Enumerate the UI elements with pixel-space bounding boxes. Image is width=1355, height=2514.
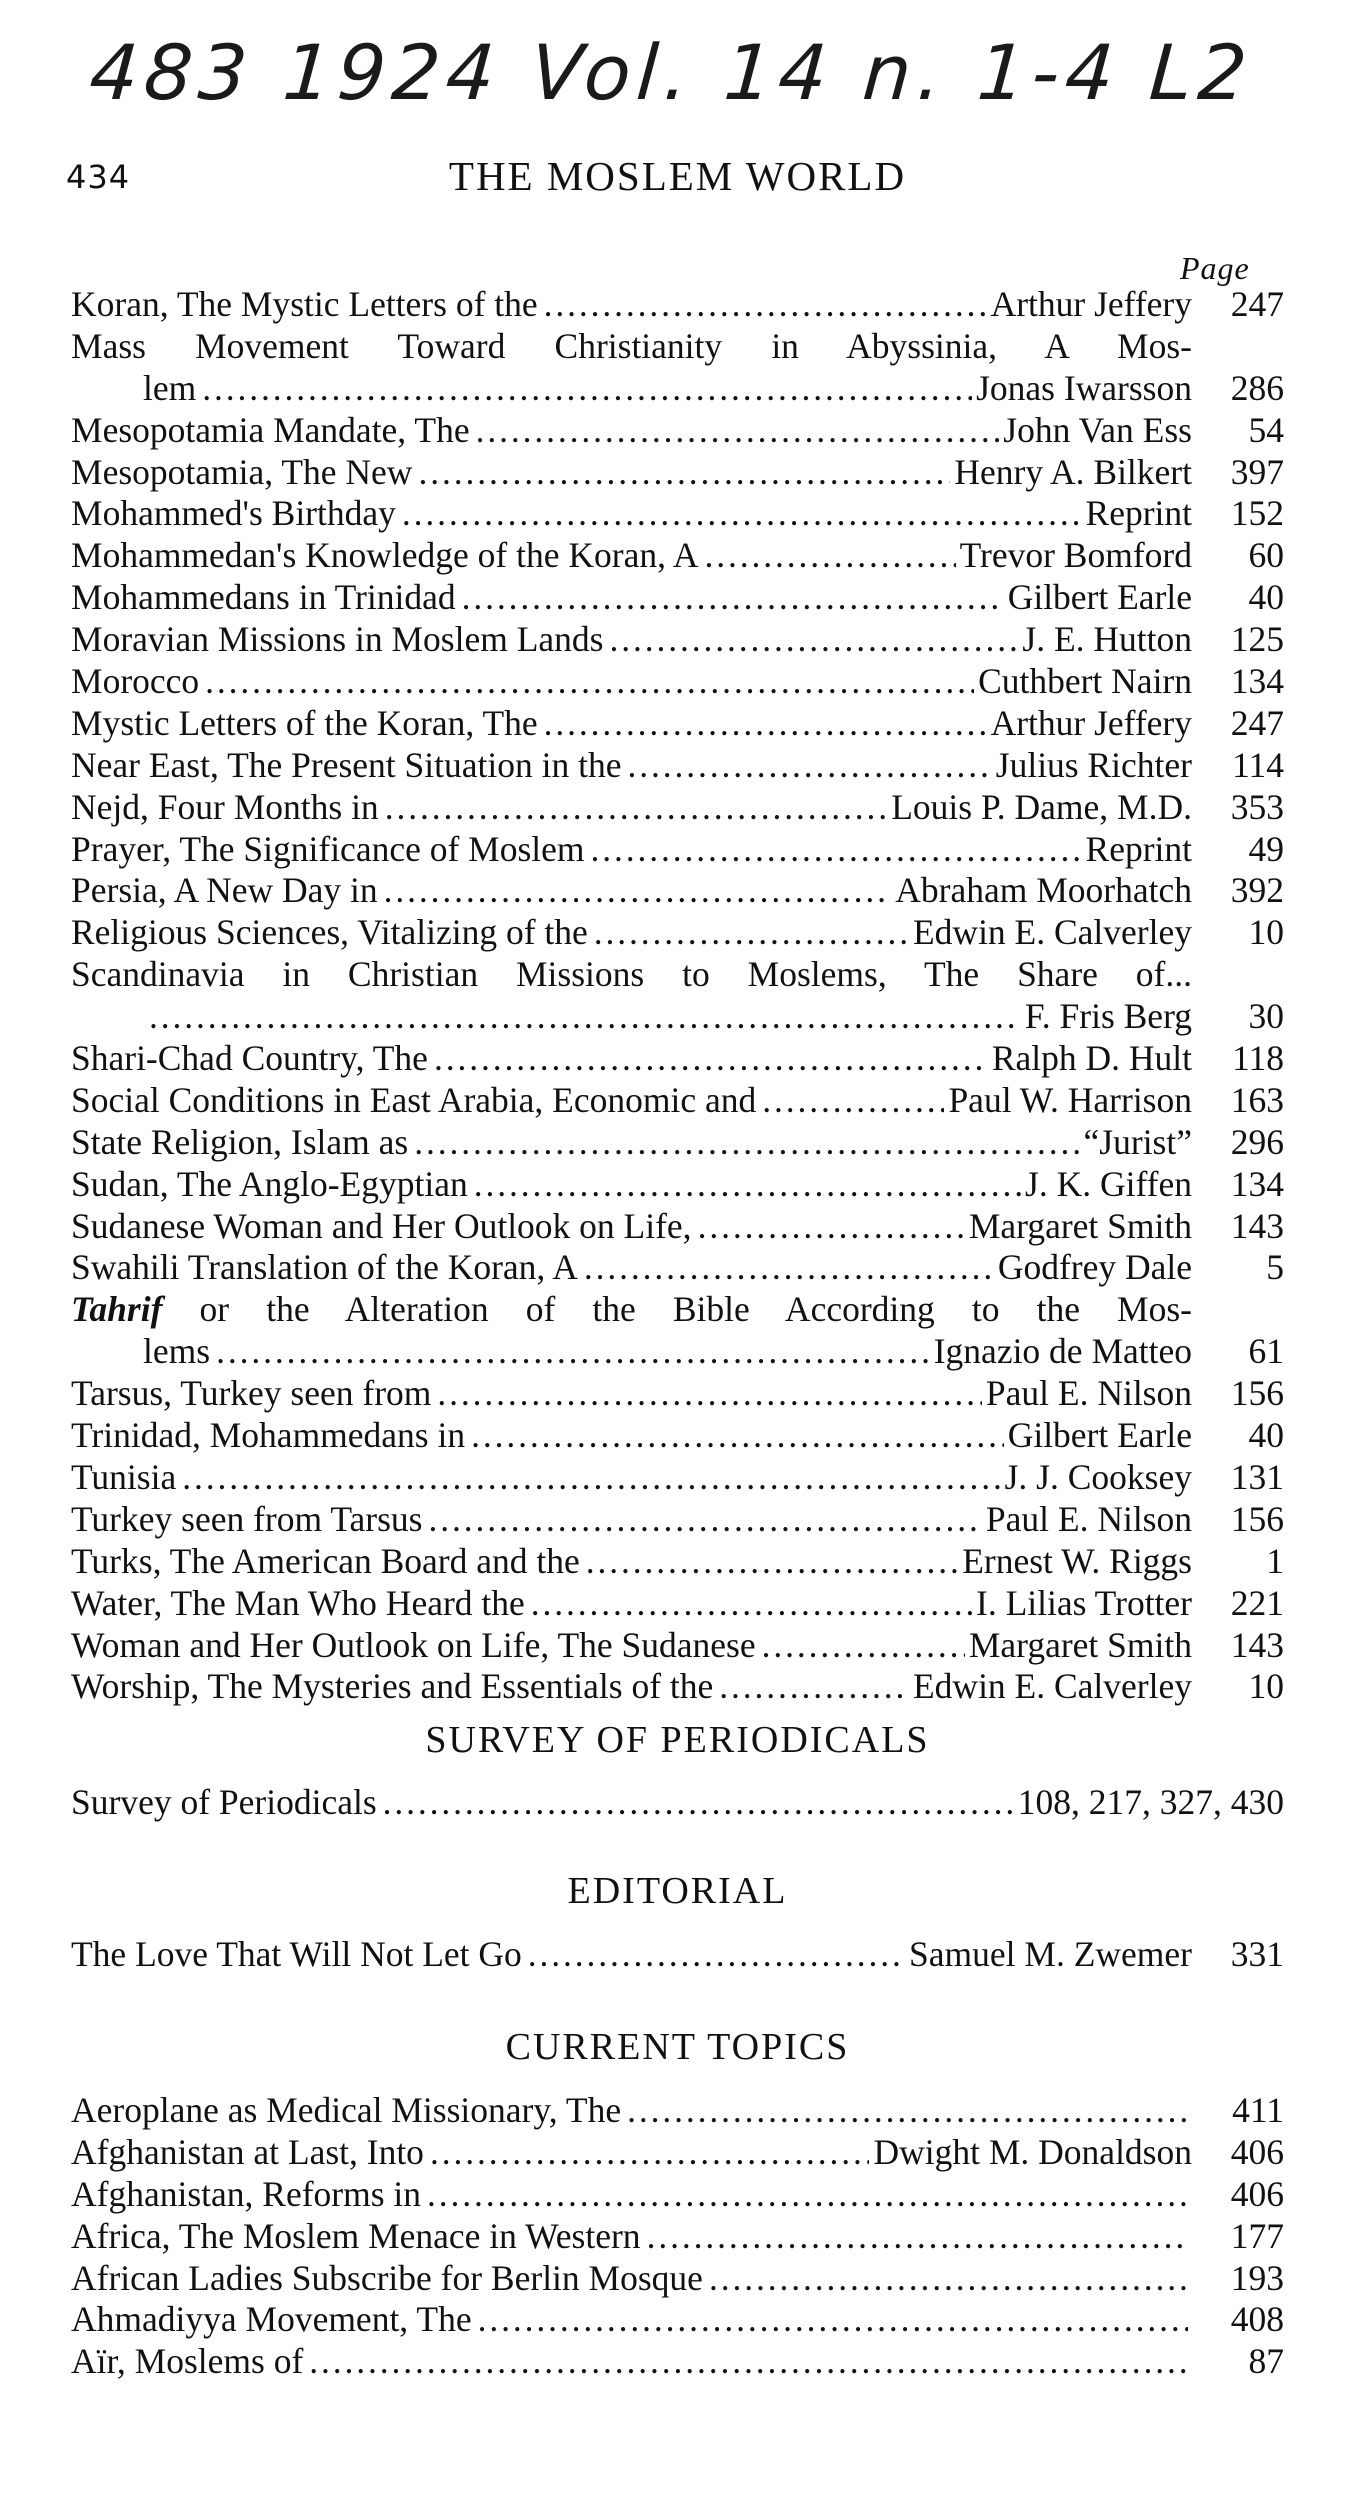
entry-author: Edwin E. Calverley (913, 1666, 1192, 1707)
entry-title: Mohammed's Birthday (71, 493, 396, 534)
leader-dots (216, 1331, 930, 1373)
entry-author: Godfrey Dale (997, 1247, 1192, 1288)
entry-page: 5 (1266, 1247, 1284, 1288)
index-entry (71, 1415, 1284, 1457)
entry-author: Louis P. Dame, M.D. (891, 786, 1192, 827)
entry-page: 49 (1248, 828, 1284, 869)
entry-page: 296 (1230, 1121, 1284, 1162)
handwritten-call-number: 483 1924 Vol. 14 n. 1-4 L2 (86, 28, 1256, 117)
entry-page: 143 (1230, 1624, 1284, 1665)
leader-dots (309, 2341, 1188, 2383)
entry-page: 406 (1230, 2131, 1284, 2172)
leader-dots (149, 996, 1021, 1038)
index-entry (71, 1933, 1284, 1975)
entry-author: Reprint (1085, 493, 1192, 534)
entry-title: Afghanistan at Last, Into (71, 2131, 424, 2172)
leader-dots (434, 1038, 988, 1080)
index-entry (71, 870, 1284, 912)
leader-dots (205, 661, 974, 703)
index-entry (71, 1373, 1284, 1415)
entry-author: Ralph D. Hult (991, 1038, 1192, 1079)
index-entry (71, 703, 1284, 745)
index-entry (71, 1038, 1284, 1080)
leader-dots (384, 870, 892, 912)
leader-dots (544, 284, 987, 326)
index-entry (71, 1289, 1284, 1331)
entry-author: Paul E. Nilson (985, 1373, 1192, 1414)
index-entry (71, 535, 1284, 577)
entry-page: 193 (1230, 2257, 1284, 2298)
entry-page: 331 (1230, 1934, 1284, 1974)
entry-title: Shari-Chad Country, The (71, 1038, 428, 1079)
leader-dots (202, 368, 972, 410)
entry-author: Gilbert Earle (1007, 577, 1192, 618)
index-entry (71, 912, 1284, 954)
leader-dots (586, 1541, 958, 1583)
current-topics-index (71, 2090, 1284, 2383)
entry-title: lem (143, 367, 197, 408)
index-entry (71, 2090, 1284, 2132)
articles-index (71, 284, 1284, 1708)
entry-author: Margaret Smith (968, 1624, 1192, 1665)
entry-author: J. K. Giffen (1025, 1163, 1192, 1204)
entry-title: Africa, The Moslem Menace in Western (71, 2215, 641, 2256)
index-entry (71, 661, 1284, 703)
leader-dots (709, 2258, 1188, 2300)
entry-author: Arthur Jeffery (990, 702, 1192, 743)
entry-author: F. Fris Berg (1024, 996, 1192, 1037)
index-entry (71, 829, 1284, 871)
entry-author: I. Lilias Trotter (976, 1582, 1192, 1623)
leader-dots (383, 1781, 1014, 1823)
entry-title: Morocco (71, 661, 200, 702)
entry-title-italic: Tahrif (71, 1289, 163, 1330)
leader-dots (402, 493, 1082, 535)
entry-title: Mystic Letters of the Koran, The (71, 702, 538, 743)
entry-title: Prayer, The Significance of Moslem (71, 828, 585, 869)
leader-dots (719, 1666, 909, 1708)
leader-dots (414, 1122, 1079, 1164)
entry-page: 392 (1230, 870, 1284, 911)
entry-title: Mohammedans in Trinidad (71, 577, 456, 618)
entry-title: Turks, The American Board and the (71, 1540, 580, 1581)
index-entry (71, 2341, 1284, 2383)
leader-dots (594, 912, 909, 954)
leader-dots (584, 1247, 994, 1289)
index-entry (71, 1583, 1284, 1625)
survey-heading: SURVEY OF PERIODICALS (425, 1719, 930, 1761)
entry-title: Scandinavia in Christian Missions to Moslems, The Share of... (71, 954, 1192, 995)
entry-author: Trevor Bomford (959, 535, 1192, 576)
leader-dots (471, 1415, 1004, 1457)
leader-dots (182, 1457, 1000, 1499)
leader-dots (591, 829, 1082, 871)
page-number: 434 (66, 158, 131, 196)
entry-title: Ahmadiyya Movement, The (71, 2299, 472, 2340)
index-entry (71, 493, 1284, 535)
entry-author: Henry A. Bilkert (954, 451, 1192, 492)
entry-page: 143 (1230, 1205, 1284, 1246)
running-head: THE MOSLEM WORLD (448, 153, 907, 199)
entry-pages: 108, 217, 327, 430 (1017, 1782, 1284, 1822)
index-entry (71, 284, 1284, 326)
index-entry (71, 577, 1284, 619)
leader-dots (762, 1625, 965, 1667)
index-entry (71, 1625, 1284, 1667)
entry-page: 87 (1248, 2341, 1284, 2382)
survey-entry (71, 1781, 1284, 1823)
leader-dots (531, 1583, 972, 1625)
entry-page: 40 (1248, 1415, 1284, 1456)
entry-author: Dwight M. Donaldson (873, 2131, 1192, 2172)
entry-page: 353 (1230, 786, 1284, 827)
entry-author: Abraham Moorhatch (895, 870, 1192, 911)
entry-title: Aeroplane as Medical Missionary, The (71, 2090, 622, 2130)
entry-title: Nejd, Four Months in (71, 786, 379, 827)
entry-title: Sudan, The Anglo-Egyptian (71, 1163, 468, 1204)
entry-author: J. J. Cooksey (1004, 1456, 1192, 1497)
leader-dots (429, 1499, 982, 1541)
index-entry (71, 1666, 1284, 1708)
entry-page: 131 (1230, 1456, 1284, 1497)
entry-title: State Religion, Islam as (71, 1121, 409, 1162)
leader-dots (427, 2174, 1188, 2216)
index-entry (71, 954, 1284, 996)
entry-author: Ignazio de Matteo (933, 1331, 1192, 1372)
entry-author: J. E. Hutton (1022, 619, 1192, 660)
index-entry (71, 368, 1284, 410)
leader-dots (476, 410, 1000, 452)
entry-page: 163 (1230, 1079, 1284, 1120)
entry-author: Margaret Smith (968, 1205, 1192, 1246)
entry-author: “Jurist” (1083, 1121, 1192, 1162)
leader-dots (474, 1164, 1021, 1206)
entry-author: Samuel M. Zwemer (909, 1934, 1192, 1974)
entry-author: Julius Richter (995, 744, 1192, 785)
entry-author: Edwin E. Calverley (913, 912, 1192, 953)
entry-title: Turkey seen from Tarsus (71, 1498, 423, 1539)
entry-author: Cuthbert Nairn (978, 661, 1192, 702)
entry-title: African Ladies Subscribe for Berlin Mosque (71, 2257, 703, 2298)
entry-title: Sudanese Woman and Her Outlook on Life, (71, 1205, 692, 1246)
leader-dots (437, 1373, 982, 1415)
index-entry (71, 326, 1284, 368)
index-entry (71, 2258, 1284, 2300)
entry-author: Jonas Iwarsson (976, 367, 1192, 408)
entry-page: 397 (1230, 451, 1284, 492)
entry-page: 30 (1248, 996, 1284, 1037)
entry-page: 411 (1232, 2090, 1284, 2130)
index-entry (71, 452, 1284, 494)
entry-page: 177 (1230, 2215, 1284, 2256)
index-entry (71, 1541, 1284, 1583)
entry-author: Ernest W. Riggs (962, 1540, 1192, 1581)
leader-dots (528, 1933, 905, 1975)
entry-page: 60 (1248, 535, 1284, 576)
entry-title: Mesopotamia Mandate, The (71, 409, 470, 450)
leader-dots (609, 619, 1018, 661)
index-entry (71, 996, 1284, 1038)
entry-title: Koran, The Mystic Letters of the (71, 284, 538, 324)
entry-page: 118 (1232, 1038, 1284, 1079)
entry-title: Mesopotamia, The New (71, 451, 413, 492)
entry-title: lems (143, 1331, 211, 1372)
editorial-entry (71, 1933, 1284, 1975)
index-entry (71, 1247, 1284, 1289)
entry-page: 125 (1230, 619, 1284, 660)
entry-title: Tarsus, Turkey seen from (71, 1373, 432, 1414)
entry-page: 114 (1232, 744, 1284, 785)
index-entry (71, 1206, 1284, 1248)
entry-page: 40 (1248, 577, 1284, 618)
index-entry (71, 2132, 1284, 2174)
entry-page: 152 (1230, 493, 1284, 534)
entry-page: 54 (1248, 409, 1284, 450)
entry-title: Persia, A New Day in (71, 870, 378, 911)
index-entry (71, 1164, 1284, 1206)
leader-dots (627, 2090, 1188, 2132)
entry-page: 10 (1248, 912, 1284, 953)
leader-dots (647, 2216, 1188, 2258)
index-entry (71, 745, 1284, 787)
entry-author: Gilbert Earle (1007, 1415, 1192, 1456)
leader-dots (762, 1080, 944, 1122)
entry-title: Near East, The Present Situation in the (71, 744, 622, 785)
editorial-heading: EDITORIAL (567, 1870, 788, 1912)
entry-title: Afghanistan, Reforms in (71, 2173, 422, 2214)
index-entry (71, 1331, 1284, 1373)
index-entry (71, 1781, 1284, 1823)
entry-page: 286 (1230, 367, 1284, 408)
entry-page: 1 (1266, 1540, 1284, 1581)
entry-author: Reprint (1085, 828, 1192, 869)
leader-dots (462, 577, 1004, 619)
entry-author: John Van Ess (1003, 409, 1192, 450)
index-entry (71, 787, 1284, 829)
leader-dots (698, 1206, 965, 1248)
entry-page: 247 (1230, 702, 1284, 743)
entry-page: 10 (1248, 1666, 1284, 1707)
entry-author: Paul E. Nilson (985, 1498, 1192, 1539)
index-entry (71, 410, 1284, 452)
entry-title: Trinidad, Mohammedans in (71, 1415, 466, 1456)
index-entry (71, 1499, 1284, 1541)
entry-title-rest: or the Alteration of the Bible According to the Mos- (199, 1289, 1193, 1330)
entry-title (71, 1289, 1284, 1331)
index-entry (71, 1457, 1284, 1499)
index-entry (71, 1080, 1284, 1122)
entry-page: 156 (1230, 1373, 1284, 1414)
entry-title: Mohammedan's Knowledge of the Koran, A (71, 535, 699, 576)
entry-title: Moravian Missions in Moslem Lands (71, 619, 604, 660)
entry-title: Swahili Translation of the Koran, A (71, 1247, 578, 1288)
index-entry (71, 2174, 1284, 2216)
entry-page: 221 (1230, 1582, 1284, 1623)
entry-title: The Love That Will Not Let Go (71, 1934, 522, 1974)
entry-page: 156 (1230, 1498, 1284, 1539)
leader-dots (544, 703, 987, 745)
entry-title: Religious Sciences, Vitalizing of the (71, 912, 588, 953)
entry-page: 61 (1248, 1331, 1284, 1372)
entry-title: Worship, The Mysteries and Essentials of the (71, 1666, 714, 1707)
index-entry (71, 1122, 1284, 1164)
entry-page: 134 (1230, 1163, 1284, 1204)
index-entry (71, 2216, 1284, 2258)
leader-dots (385, 787, 888, 829)
entry-page: 406 (1230, 2173, 1284, 2214)
entry-author: Paul W. Harrison (948, 1079, 1192, 1120)
entry-page: 134 (1230, 661, 1284, 702)
leader-dots (627, 745, 991, 787)
entry-title: Mass Movement Toward Christianity in Abyssinia, A Mos- (71, 325, 1192, 366)
entry-title: Survey of Periodicals (71, 1782, 377, 1822)
index-entry (71, 619, 1284, 661)
entry-author: Arthur Jeffery (990, 284, 1192, 324)
index-entry (71, 2299, 1284, 2341)
entry-title: Tunisia (71, 1456, 177, 1497)
leader-dots (430, 2132, 870, 2174)
entry-page: 408 (1230, 2299, 1284, 2340)
entry-title: Aïr, Moslems of (71, 2341, 304, 2382)
page-column-heading: Page (1180, 250, 1250, 286)
entry-page: 247 (1230, 284, 1284, 324)
entry-title: Social Conditions in East Arabia, Economic and (71, 1079, 757, 1120)
entry-title: Water, The Man Who Heard the (71, 1582, 525, 1623)
leader-dots (478, 2299, 1188, 2341)
leader-dots (705, 535, 956, 577)
entry-title: Woman and Her Outlook on Life, The Sudanese (71, 1624, 756, 1665)
current-topics-heading: CURRENT TOPICS (505, 2026, 850, 2068)
leader-dots (418, 452, 950, 494)
